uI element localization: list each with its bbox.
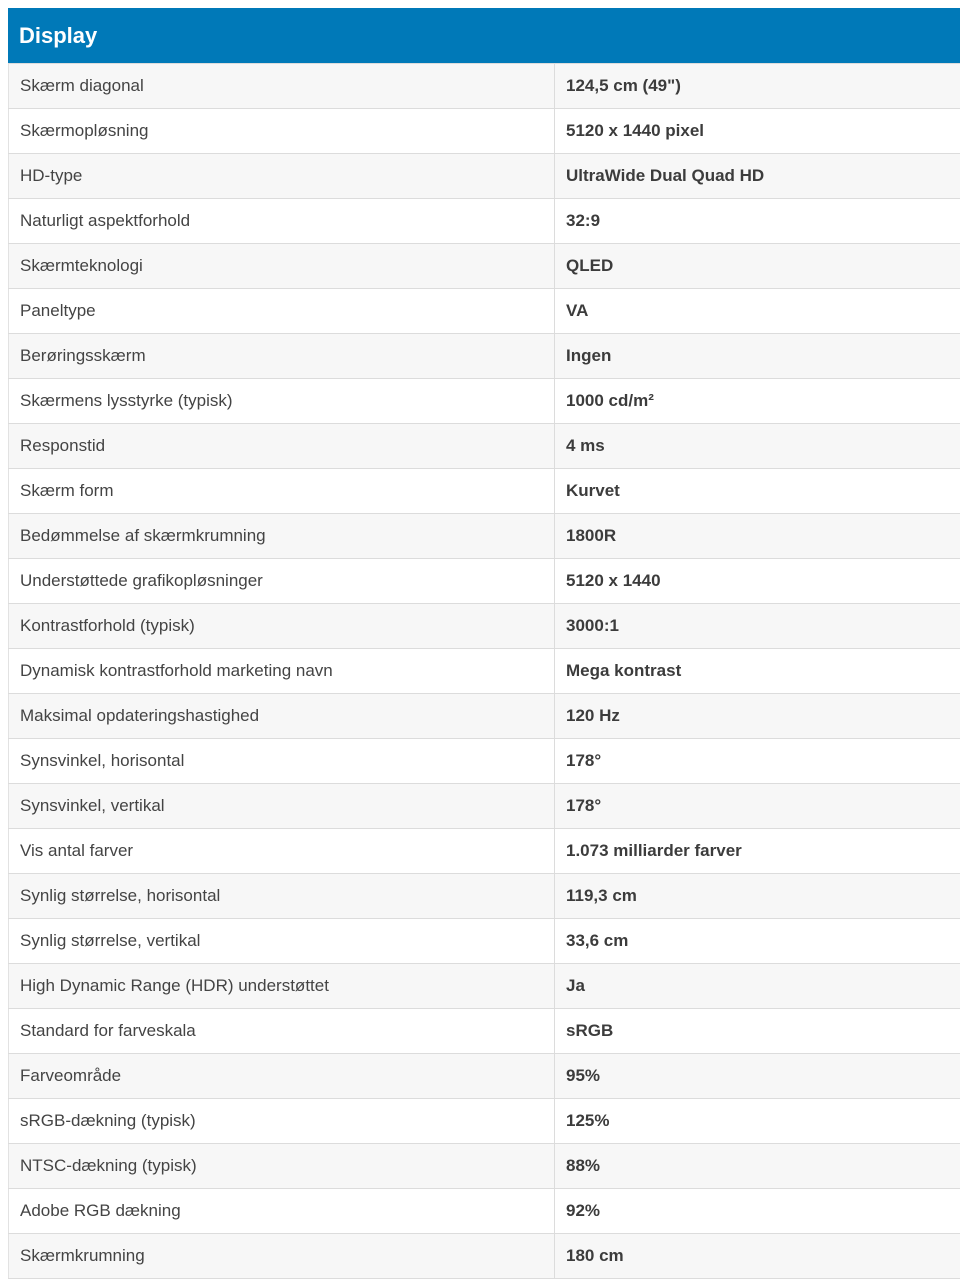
spec-value: Ja <box>555 964 960 1009</box>
spec-row <box>9 694 960 739</box>
spec-value: 1.073 milliarder farver <box>555 829 960 874</box>
spec-value: 120 Hz <box>555 694 960 739</box>
spec-value: QLED <box>555 244 960 289</box>
spec-label: Understøttede grafikopløsninger <box>9 559 555 604</box>
spec-value: 92% <box>555 1189 960 1234</box>
spec-row <box>9 1099 960 1144</box>
spec-label: Synlig størrelse, horisontal <box>9 874 555 919</box>
spec-row <box>9 739 960 784</box>
spec-value: 3000:1 <box>555 604 960 649</box>
spec-label: Skærmkrumning <box>9 1234 555 1279</box>
spec-label: HD-type <box>9 154 555 199</box>
spec-row <box>9 874 960 919</box>
spec-row <box>9 424 960 469</box>
spec-label: High Dynamic Range (HDR) understøttet <box>9 964 555 1009</box>
spec-value: 178° <box>555 739 960 784</box>
spec-label: Bedømmelse af skærmkrumning <box>9 514 555 559</box>
spec-label: Skærmteknologi <box>9 244 555 289</box>
spec-label: Skærm form <box>9 469 555 514</box>
spec-row <box>9 469 960 514</box>
spec-value: 119,3 cm <box>555 874 960 919</box>
spec-value: 32:9 <box>555 199 960 244</box>
spec-label: Dynamisk kontrastforhold marketing navn <box>9 649 555 694</box>
spec-row <box>9 199 960 244</box>
spec-row <box>9 514 960 559</box>
spec-value: 4 ms <box>555 424 960 469</box>
spec-row <box>9 1009 960 1054</box>
spec-label: Kontrastforhold (typisk) <box>9 604 555 649</box>
spec-label: Naturligt aspektforhold <box>9 199 555 244</box>
spec-row <box>9 379 960 424</box>
spec-row <box>9 289 960 334</box>
spec-label: Synlig størrelse, vertikal <box>9 919 555 964</box>
spec-label: Skærmopløsning <box>9 109 555 154</box>
spec-value: 1000 cd/m² <box>555 379 960 424</box>
spec-row <box>9 604 960 649</box>
spec-value: Kurvet <box>555 469 960 514</box>
spec-value: 88% <box>555 1144 960 1189</box>
spec-value: sRGB <box>555 1009 960 1054</box>
spec-label: Paneltype <box>9 289 555 334</box>
spec-value: VA <box>555 289 960 334</box>
spec-row <box>9 649 960 694</box>
spec-row <box>9 244 960 289</box>
spec-label: Responstid <box>9 424 555 469</box>
spec-row <box>9 1144 960 1189</box>
spec-value: 180 cm <box>555 1234 960 1279</box>
spec-row <box>9 1234 960 1279</box>
section-header-display: Display <box>8 8 960 63</box>
spec-label: Standard for farveskala <box>9 1009 555 1054</box>
spec-value: 1800R <box>555 514 960 559</box>
spec-label: Synsvinkel, vertikal <box>9 784 555 829</box>
spec-label: Adobe RGB dækning <box>9 1189 555 1234</box>
spec-value: 5120 x 1440 <box>555 559 960 604</box>
spec-value: Ingen <box>555 334 960 379</box>
spec-table-body <box>9 64 960 1279</box>
spec-row <box>9 64 960 109</box>
spec-value: 5120 x 1440 pixel <box>555 109 960 154</box>
spec-value: 95% <box>555 1054 960 1099</box>
spec-row <box>9 784 960 829</box>
spec-label: sRGB-dækning (typisk) <box>9 1099 555 1144</box>
spec-value: UltraWide Dual Quad HD <box>555 154 960 199</box>
spec-row <box>9 559 960 604</box>
spec-row <box>9 829 960 874</box>
display-spec-panel <box>8 8 960 1279</box>
spec-row <box>9 1054 960 1099</box>
spec-row <box>9 919 960 964</box>
spec-table <box>8 63 960 1279</box>
spec-value: 124,5 cm (49") <box>555 64 960 109</box>
spec-label: Synsvinkel, horisontal <box>9 739 555 784</box>
spec-label: Vis antal farver <box>9 829 555 874</box>
spec-label: Skærm diagonal <box>9 64 555 109</box>
spec-value: 33,6 cm <box>555 919 960 964</box>
spec-row <box>9 109 960 154</box>
spec-label: Skærmens lysstyrke (typisk) <box>9 379 555 424</box>
spec-value: 178° <box>555 784 960 829</box>
spec-label: Maksimal opdateringshastighed <box>9 694 555 739</box>
spec-value: Mega kontrast <box>555 649 960 694</box>
spec-label: NTSC-dækning (typisk) <box>9 1144 555 1189</box>
spec-label: Farveområde <box>9 1054 555 1099</box>
spec-label: Berøringsskærm <box>9 334 555 379</box>
spec-value: 125% <box>555 1099 960 1144</box>
spec-row <box>9 334 960 379</box>
spec-row <box>9 964 960 1009</box>
spec-row <box>9 1189 960 1234</box>
spec-row <box>9 154 960 199</box>
